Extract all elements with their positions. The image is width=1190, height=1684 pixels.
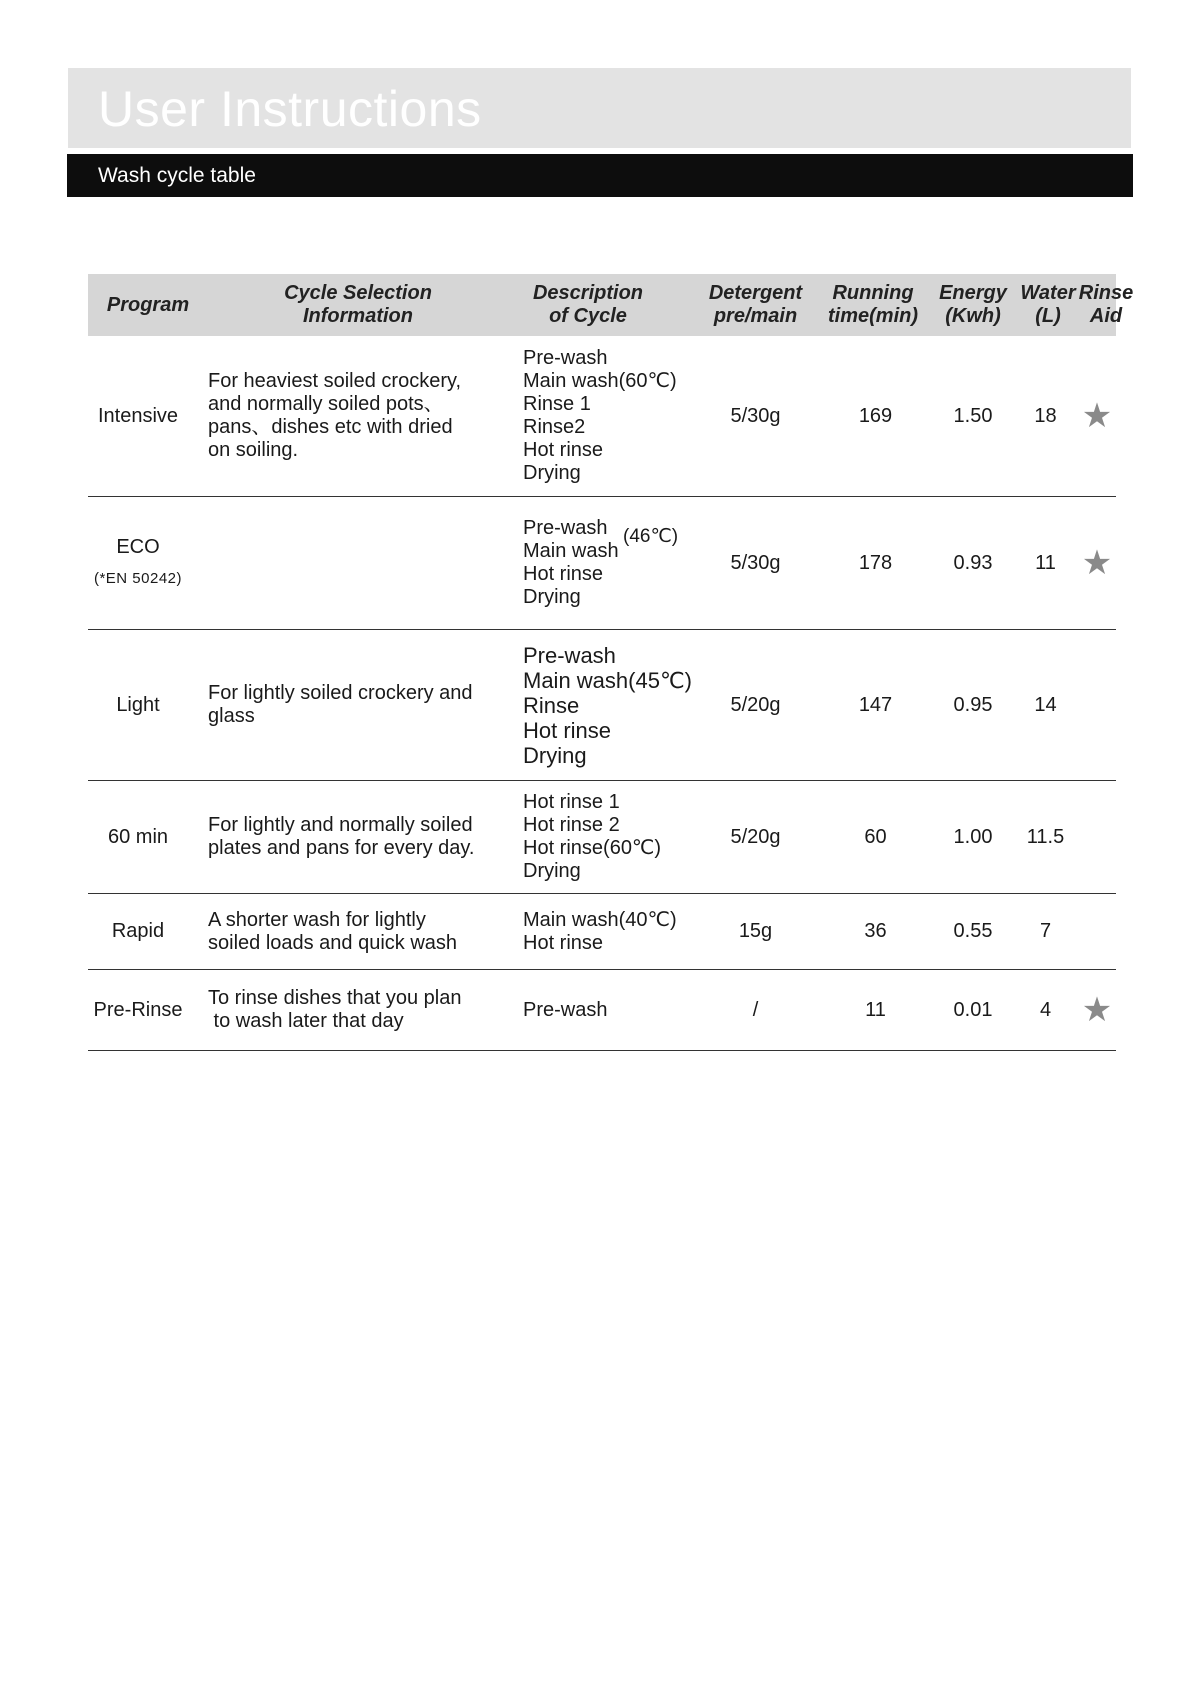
col-water — [1013, 274, 1083, 336]
program-label: ECO — [116, 536, 160, 558]
detergent-value: 5/20g — [730, 693, 781, 716]
desc-line: Hot rinse — [523, 563, 604, 585]
info-line: For lightly soiled crockery and — [208, 682, 473, 704]
running-time-value: 36 — [864, 920, 887, 942]
wash-cycle-table — [88, 274, 1134, 1051]
program-name — [88, 630, 188, 780]
table-row-intensive — [88, 336, 1116, 497]
star-icon: ★ — [1081, 544, 1113, 582]
water-value: 4 — [1039, 998, 1052, 1021]
title-band — [68, 68, 1131, 148]
desc-line: Rinse2 — [523, 416, 586, 438]
info-line: soiled loads and quick wash — [208, 931, 458, 954]
running-time-value: 60 — [864, 825, 887, 848]
col-water-line1: Water — [1020, 282, 1076, 304]
water-value: 11 — [1035, 551, 1056, 574]
program-name — [88, 781, 188, 893]
table-row-pre-rinse — [88, 970, 1116, 1051]
program-standard-note: (*EN 50242) — [93, 570, 183, 587]
page-title: User Instructions — [98, 81, 482, 137]
col-run-line2: time(min) — [828, 305, 918, 327]
desc-line: Pre-wash — [523, 998, 608, 1021]
energy-value: 0.01 — [953, 998, 993, 1021]
info-line: To rinse dishes that you plan — [208, 987, 462, 1009]
water-value: 18 — [1034, 404, 1057, 427]
desc-line: Hot rinse — [523, 717, 612, 743]
energy-value: 0.55 — [953, 920, 993, 942]
col-water-line2: (L) — [1035, 305, 1061, 327]
col-det-line1: Detergent — [708, 282, 803, 304]
col-desc-line2: of Cycle — [549, 305, 627, 327]
water-value: 14 — [1034, 693, 1057, 716]
col-aid-line2: Aid — [1089, 305, 1123, 327]
desc-line: Pre-wash — [523, 347, 608, 369]
info-line: on soiling. — [208, 439, 299, 461]
section-title: Wash cycle table — [98, 164, 256, 187]
col-description — [508, 274, 668, 336]
table-row-light — [88, 630, 1116, 781]
energy-value: 1.00 — [953, 825, 993, 848]
col-rinse-aid — [1076, 274, 1136, 336]
desc-line: Drying — [523, 462, 581, 484]
cycle-description — [523, 894, 698, 969]
energy-value: 1.50 — [953, 404, 993, 427]
col-energy-line1: Energy — [939, 282, 1007, 304]
running-time-value: 11 — [865, 998, 886, 1021]
program-label: Pre-Rinse — [93, 998, 183, 1021]
cycle-description — [523, 630, 698, 780]
rinse-aid-cell — [1078, 497, 1116, 629]
col-energy-line2: (Kwh) — [945, 305, 1001, 327]
detergent-value: / — [752, 998, 759, 1021]
col-desc-line1: Description — [532, 282, 644, 304]
desc-line: Drying — [523, 860, 581, 882]
desc-line: Pre-wash — [523, 642, 616, 668]
detergent-value: 5/30g — [730, 404, 781, 427]
desc-line: Main wash — [523, 540, 619, 562]
info-line: For heaviest soiled crockery, — [208, 370, 462, 392]
energy-value: 0.93 — [953, 551, 993, 574]
detergent-value: 15g — [738, 920, 773, 942]
rinse-aid-cell — [1078, 336, 1116, 496]
table-header — [88, 274, 1134, 336]
program-name — [88, 970, 188, 1050]
cycle-info — [208, 894, 498, 969]
detergent-value: 5/30g — [730, 551, 781, 574]
col-energy — [928, 274, 1018, 336]
cycle-description — [523, 336, 698, 496]
desc-line: Hot rinse — [523, 439, 604, 461]
desc-line: Drying — [523, 742, 587, 768]
info-line: glass — [208, 705, 255, 727]
cycle-description — [523, 497, 698, 629]
info-line: A shorter wash for lightly — [208, 908, 426, 931]
program-label: Intensive — [97, 404, 179, 427]
program-label: Rapid — [111, 920, 165, 942]
desc-line: Hot rinse(60℃) — [523, 837, 662, 859]
desc-line: Drying — [523, 586, 581, 608]
col-info-line1: Cycle Selection — [284, 282, 432, 304]
desc-line: Hot rinse — [523, 931, 604, 954]
running-time-value: 178 — [858, 551, 893, 574]
star-icon: ★ — [1081, 397, 1113, 435]
col-detergent — [693, 274, 818, 336]
col-run-line1: Running — [832, 282, 914, 304]
info-line: and normally soiled pots、 — [208, 393, 444, 415]
water-value: 7 — [1039, 920, 1052, 942]
program-name — [88, 336, 188, 496]
section-header — [67, 154, 1133, 197]
program-label: Light — [116, 693, 160, 716]
cycle-description — [523, 970, 698, 1050]
info-line: to wash later that day — [208, 1010, 404, 1032]
desc-line: Hot rinse 2 — [523, 814, 620, 836]
program-label: 60 min — [107, 825, 169, 848]
water-value: 11.5 — [1026, 825, 1065, 848]
eco-temperature: (46℃) — [623, 526, 679, 547]
rinse-aid-cell — [1078, 970, 1116, 1050]
table-row-rapid — [88, 894, 1116, 970]
col-info-line2: Information — [303, 305, 413, 327]
star-icon: ★ — [1081, 991, 1113, 1029]
info-line: plates and pans for every day. — [208, 837, 475, 859]
energy-value: 0.95 — [953, 693, 993, 716]
col-det-line2: pre/main — [713, 305, 798, 327]
col-program-label: Program — [106, 293, 190, 316]
cycle-info — [208, 336, 498, 496]
desc-line: Hot rinse 1 — [523, 791, 620, 813]
desc-line: Main wash(45℃) — [523, 667, 692, 693]
info-line: For lightly and normally soiled — [208, 814, 473, 836]
running-time-value: 147 — [858, 693, 893, 716]
program-name — [88, 894, 188, 969]
col-program — [88, 274, 208, 336]
program-name — [88, 497, 188, 629]
col-running-time — [823, 274, 923, 336]
table-row-eco — [88, 497, 1116, 630]
col-aid-line1: Rinse — [1078, 282, 1134, 304]
desc-line: Pre-wash — [523, 517, 608, 539]
cycle-info — [208, 630, 498, 780]
desc-line: Main wash(60℃) — [523, 370, 677, 392]
desc-line: Rinse — [523, 692, 580, 718]
desc-line: Main wash(40℃) — [523, 908, 677, 931]
cycle-description — [523, 781, 698, 893]
info-line: pans、dishes etc with dried — [208, 416, 453, 438]
detergent-value: 5/20g — [730, 825, 781, 848]
col-cycle-info — [238, 274, 478, 336]
desc-line: Rinse 1 — [523, 393, 591, 415]
running-time-value: 169 — [858, 404, 893, 427]
cycle-info — [208, 781, 498, 893]
cycle-info — [208, 970, 498, 1050]
table-row-60min — [88, 781, 1116, 894]
